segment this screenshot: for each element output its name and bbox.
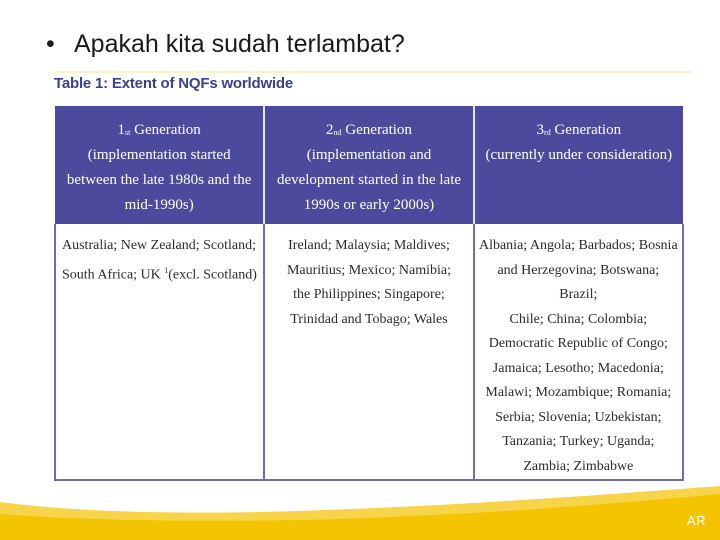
header-2-line-3: development started in the late <box>276 172 462 188</box>
header-1-line-2: (implementation started <box>87 147 231 163</box>
header-1-line-3: between the late 1980s and the <box>66 172 252 188</box>
bullet-icon: • <box>46 30 55 58</box>
cell-3-line: Zambia; Zimbabwe <box>523 458 634 474</box>
header-2-line-1: Generation <box>341 122 412 138</box>
cell-3-line: Tanzania; Turkey; Uganda; <box>502 434 655 449</box>
header-2-ordinal: nd <box>333 128 342 137</box>
header-2-line-4: 1990s or early 2000s) <box>303 197 435 213</box>
cell-3-line: Democratic Republic of Congo; <box>488 336 668 351</box>
header-3-line-2: (currently under consideration) <box>485 147 673 163</box>
footnote-marker: 1 <box>164 265 169 275</box>
header-2-line-2: (implementation and <box>306 147 432 163</box>
cell-1-line: (excl. Scotland) <box>168 267 257 283</box>
cell-3-line: Chile; China; Colombia; <box>509 311 648 327</box>
cell-third-generation <box>474 224 683 480</box>
cell-3-line: Jamaica; Lesotho; Macedonia; <box>492 360 664 376</box>
nqf-table <box>54 106 684 481</box>
header-first-generation <box>55 106 264 224</box>
cell-1-line: Australia; New Zealand; Scotland; <box>62 238 256 253</box>
cell-1-line: South Africa; UK <box>62 267 161 283</box>
cell-first-generation <box>55 224 264 480</box>
header-3-number: 3 <box>536 122 545 138</box>
header-1-line-4: mid-1990s) <box>124 197 194 213</box>
header-third-generation <box>474 106 683 224</box>
slide-heading-text: Apakah kita sudah terlambat? <box>74 30 405 58</box>
header-1-number: 1 <box>117 122 126 138</box>
cell-2-line: Ireland; Malaysia; Maldives; <box>288 238 450 253</box>
header-3-line-1: Generation <box>550 122 622 138</box>
cell-3-line: and Herzegovina; Botswana; Brazil; <box>497 262 660 302</box>
header-2-number: 2 <box>326 122 334 138</box>
title-divider <box>54 71 692 73</box>
cell-2-line: Trinidad and Tobago; Wales <box>290 311 448 327</box>
table-header-row <box>55 106 683 224</box>
cell-second-generation <box>264 224 473 480</box>
footer-swoosh <box>0 480 720 540</box>
header-3-ordinal: rd <box>544 128 551 137</box>
cell-3-line: Albania; Angola; Barbados; Bosnia <box>478 238 678 253</box>
cell-3-line: Malawi; Mozambique; Romania; <box>485 385 672 400</box>
header-1-ordinal: st <box>125 128 131 137</box>
header-second-generation <box>264 106 473 224</box>
cell-3-line: Serbia; Slovenia; Uzbekistan; <box>495 409 662 425</box>
slide-heading <box>46 30 405 59</box>
header-1-line-1: Generation <box>130 122 201 138</box>
footer-logo-mark: AR <box>686 513 706 528</box>
table-title: Table 1: Extent of NQFs worldwide <box>54 75 293 92</box>
cell-2-line: Mauritius; Mexico; Namibia; <box>286 262 452 278</box>
table-row <box>55 224 683 480</box>
cell-2-line: the Philippines; Singapore; <box>293 287 445 302</box>
